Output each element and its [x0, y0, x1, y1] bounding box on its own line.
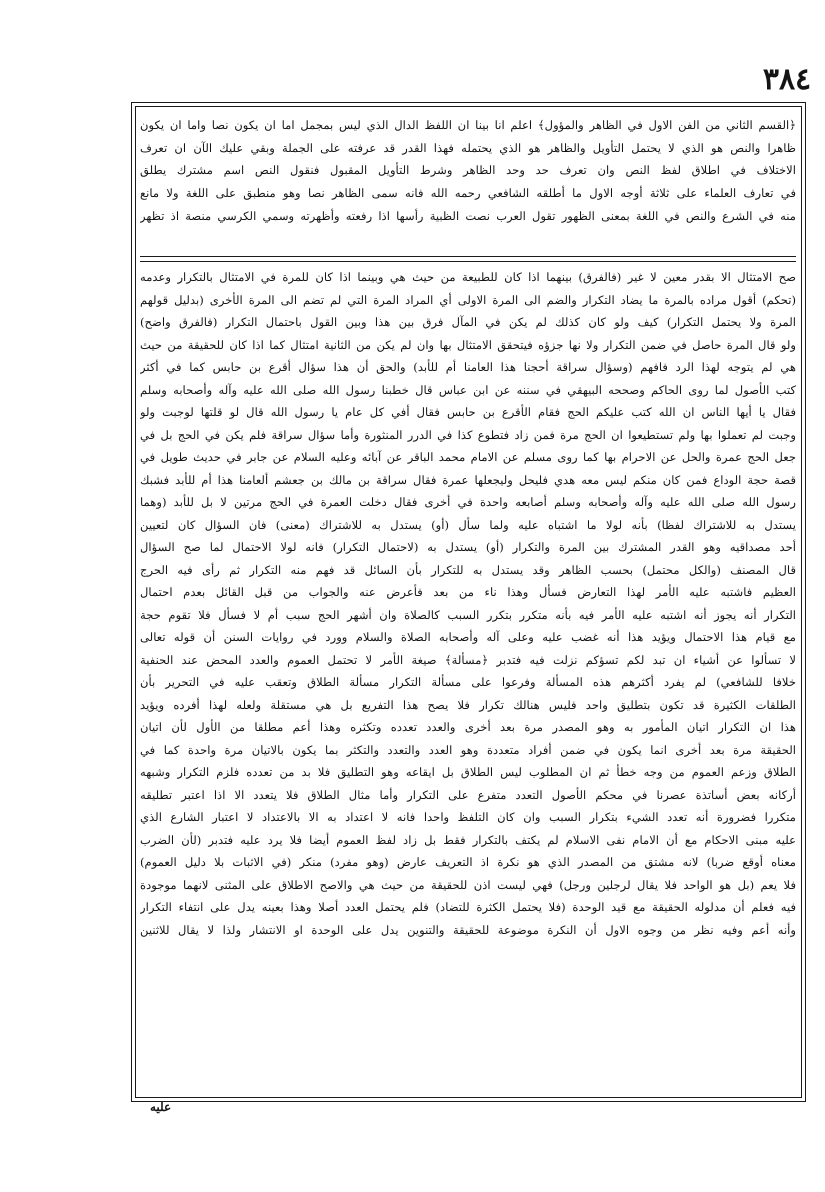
commentary-line: قصة حجة الوداع فمن كان منكم ليس معه هدي فليحل وليجعلها عمرة فقال سراقة بن مالك بن جعشم ألعامنا هذا أم للأبد فشبك: [140, 472, 796, 487]
section-divider: [140, 256, 796, 257]
commentary-line: فيه فعلم أن مدلوله الحقيقة مع قيد الوحدة (فلا يحتمل الكثرة للتضاد) فلم يحتمل العدد أصلا وهذا بعينه يدل على انتفاء التكرار: [140, 900, 796, 914]
commentary-line: فقال يا أيها الناس ان الله كتب عليكم الحج فقام الأقرع بن حابس فقال أفي كل عام يا رسول الله قال لو قلتها لوجبت ولو: [140, 405, 796, 419]
commentary-line: الطلاق وزعم العموم من وجه خطأ ثم ان المطلوب ليس الطلاق بل ايقاعه وهو التطليق فلا بد من تعدده فلزم التكرار وشبهه: [140, 765, 796, 779]
commentary-line: رسول الله صلى الله عليه وآله وأصحابه وسلم أصابعه واحدة في أخرى فقال دخلت العمرة في الحج مرتين لا بل للأبد (وهما: [140, 495, 796, 509]
catchword: علیه: [150, 1100, 172, 1114]
commentary-line: وجبت لم تعملوا بها ولم تستطيعوا ان الحج مرة فمن زاد فتطوع كذا في الدرر المنثورة وأما سؤال سراقة فلم يكن في الحج بل في: [140, 427, 796, 442]
commentary-line: مع قيام هذا الاحتمال ويؤيد هذا أنه غضب عليه وعلى آله وأصحابه الصلاة والسلام وورد في روايات السنن أن قوله تعالى: [140, 630, 796, 644]
main-text-line: منه في الشرع والنص في اللغة بمعنى الظهور تقول العرب نصت الظبية رأسها اذا رفعته وأظهرته وسمي الكرسي منصة اذ تظهر: [140, 208, 796, 223]
commentary-line: أحد مصداقيه وهو القدر المشترك بين المرة والتكرار (أو) يستدل به (لاحتمال التكرار) فانه لولا الاحتمال لما صح السؤال: [140, 540, 796, 554]
commentary-line: الحقيقة مرة بعد أخرى انما يكون في ضمن أفراد متعددة وهو العدد والتعدد والتكثر بما يكون بالاتيان مرة واحدة كما في: [140, 742, 796, 757]
commentary-line: جعل الحج عمرة والحل عن الاحرام بها كما روى مسلم عن الامام محمد الباقر عن آبائه وعليه السلام عن جابر في حديث طويل في: [140, 450, 796, 464]
commentary-line: فلا يعم (بل هو الواحد فلا يقال لرجلين ورجل) فهي ليست اذن للحقيقة من حيث هي والاصح الاطلاق على المثنى لانهما موجودة: [140, 877, 796, 892]
section-divider-thin: [140, 261, 796, 262]
commentary-line: متكررا فضرورة أنه تعدد الشيء بتكرار السبب وان كان التلفظ واحدا فانه لا اعتداد به الا بالاعتداد لا اعتبار الشارع الذي: [140, 810, 796, 824]
commentary-line: ولو قال المرة حاصل في ضمن التكرار ولا نها جزؤه فيتحقق الامتثال بها وان لم يكن من الثانية امتثال كما اذا كان للحقيقة من حيث: [140, 337, 796, 352]
commentary-line: المرة ولا يحتمل التكرار) كيف ولو كان كذلك لم يكن في المآل فرق بين هذا وبين القول باحتمال التكرار (فالفرق واضح): [140, 315, 796, 329]
commentary-line: العظيم فاشتبه عليه الأمر لهذا التعارض فسأل وهذا ناء من بعد فأعرض عنه والجواب من قبل القائل بعدم احتمال: [140, 585, 796, 599]
commentary-line: هذا ان التكرار اتيان المأمور به وهو المصدر مرة بعد أخرى والعدد تعدده وتكثره وهذا أعم مطلقا من الأول لأن اتيان: [140, 720, 796, 734]
commentary-line: وأنه أعم وفيه نظر من وجوه الاول أن النكرة موضوعة للحقيقة والتنوين يدل على الوحدة او الانتشار ولذا لا يقال للاثنين: [140, 922, 796, 937]
commentary-line: لا تسألوا عن أشياء ان تبد لكم تسؤكم نزلت فيه فتدبر ﴿مسألة﴾ صيغة الأمر لا تحتمل العموم والعدد المحض عند الحنفية: [140, 652, 796, 667]
commentary-line: كتب الأصول لما روى الحاكم وصححه البيهقي في سننه عن ابن عباس قال خطبنا رسول الله صلى الله عليه وآله وأصحابه وسلم: [140, 382, 796, 397]
page-number: ٣٨٤: [762, 62, 812, 97]
commentary-line: خلافا للشافعي) لم يفرد أكثرهم هذه المسألة وفرعوا على مسألة التكرار مسألة الطلاق وتعقب عليه في التحرير بأن: [140, 675, 796, 689]
commentary-line: (تحكم) أقول مراده بالمرة ما يضاد التكرار والضم الى المرة الاولى أي المراد المرة التي لم تضم الى المرة الأخرى (بدليل قولهم: [140, 292, 796, 307]
commentary-text-block: [140, 266, 796, 941]
commentary-line: الطلقات الكثيرة قد تكون بتطليق واحد فليس هنالك تكرار فلا يصح هذا التفريع بل هي مستقلة ولعله لهذا أفرده ويؤيد: [140, 697, 796, 712]
commentary-line: أركانه بعض أساتذة عصرنا في محكم الأصول التعدد متفرع على التكرار وأما مثال الطلاق فلا يتعدد الا اذا اعتبر تطليقه: [140, 787, 796, 802]
commentary-line: صح الامتثال الا بقدر معين لا غير (فالفرق) بينهما اذا كان للطبيعة من حيث هي وبينما اذا كان للمرة في الامتثال بالتكرار وعدمه: [140, 270, 796, 284]
commentary-line: التكرار أنه يجوز أنه اشتبه عليه الأمر فيه بأنه متكرر بتكرر السبب كالصلاة وان أشهر الحج سبب أم لا فسأل فلا تقوم حجة: [140, 607, 796, 622]
main-text-line: في تعارف العلماء على ثلاثة أوجه الاول ما أطلقه الشافعي رحمه الله فانه سمى الظاهر نصا وهو منطبق على اللغة ولا مانع: [140, 186, 796, 201]
commentary-line: قال المصنف (والكل محتمل) بحسب الظاهر وقد يستدل به للتكرار بأن السائل قد فهم منه التكرار ثم رأى فيه الحرج: [140, 562, 796, 577]
commentary-line: يستدل به للاشتراك لفظا) بأنه لولا ما اشتباه عليه ولما سأل (أو) يستدل به للاشتراك (معنى) فان السؤال كان لتعيين: [140, 517, 796, 532]
main-text-block: [140, 114, 796, 227]
commentary-line: عليه مبنى الاحكام مع أن الامام نفى الاسلام لم يكتف بالتكرار فقط بل زاد لفظ العموم أيضا فلا يرد عليه فتدبر (لأن الضرب: [140, 832, 796, 847]
commentary-line: معناه أوقع ضربا) لانه مشتق من المصدر الذي هو نكرة اذ التعريف عارض (وهو مفرد) منكر (في الاثبات بلا دليل العموم): [140, 855, 796, 869]
main-text-line: الاختلاف في اطلاق لفظ النص وان تعرف حد وحد الظاهر وشرط التأويل المقبول فنقول النص اسم مشترك يطلق: [140, 163, 796, 178]
main-text-line: ظاهرا والنص هو الذي لا يحتمل التأويل والظاهر هو الذي يحتمله فهذا القدر قد عرفته على الجملة وبقي عليك الآن ان تعرف: [140, 140, 796, 155]
commentary-line: هي لم يتوجه لهذا الرد فافهم (وسؤال سراقة أحجنا هذا العامنا أم للأبد) والحق أن هذا سؤال أقرع بن حابس كما في أكثر: [140, 360, 796, 374]
main-text-line: ﴿القسم الثاني من الفن الاول في الظاهر والمؤول﴾ اعلم انا بينا ان اللفظ الدال الذي ليس بمجمل اما ان يكون نصا واما ان يكون: [140, 118, 796, 132]
